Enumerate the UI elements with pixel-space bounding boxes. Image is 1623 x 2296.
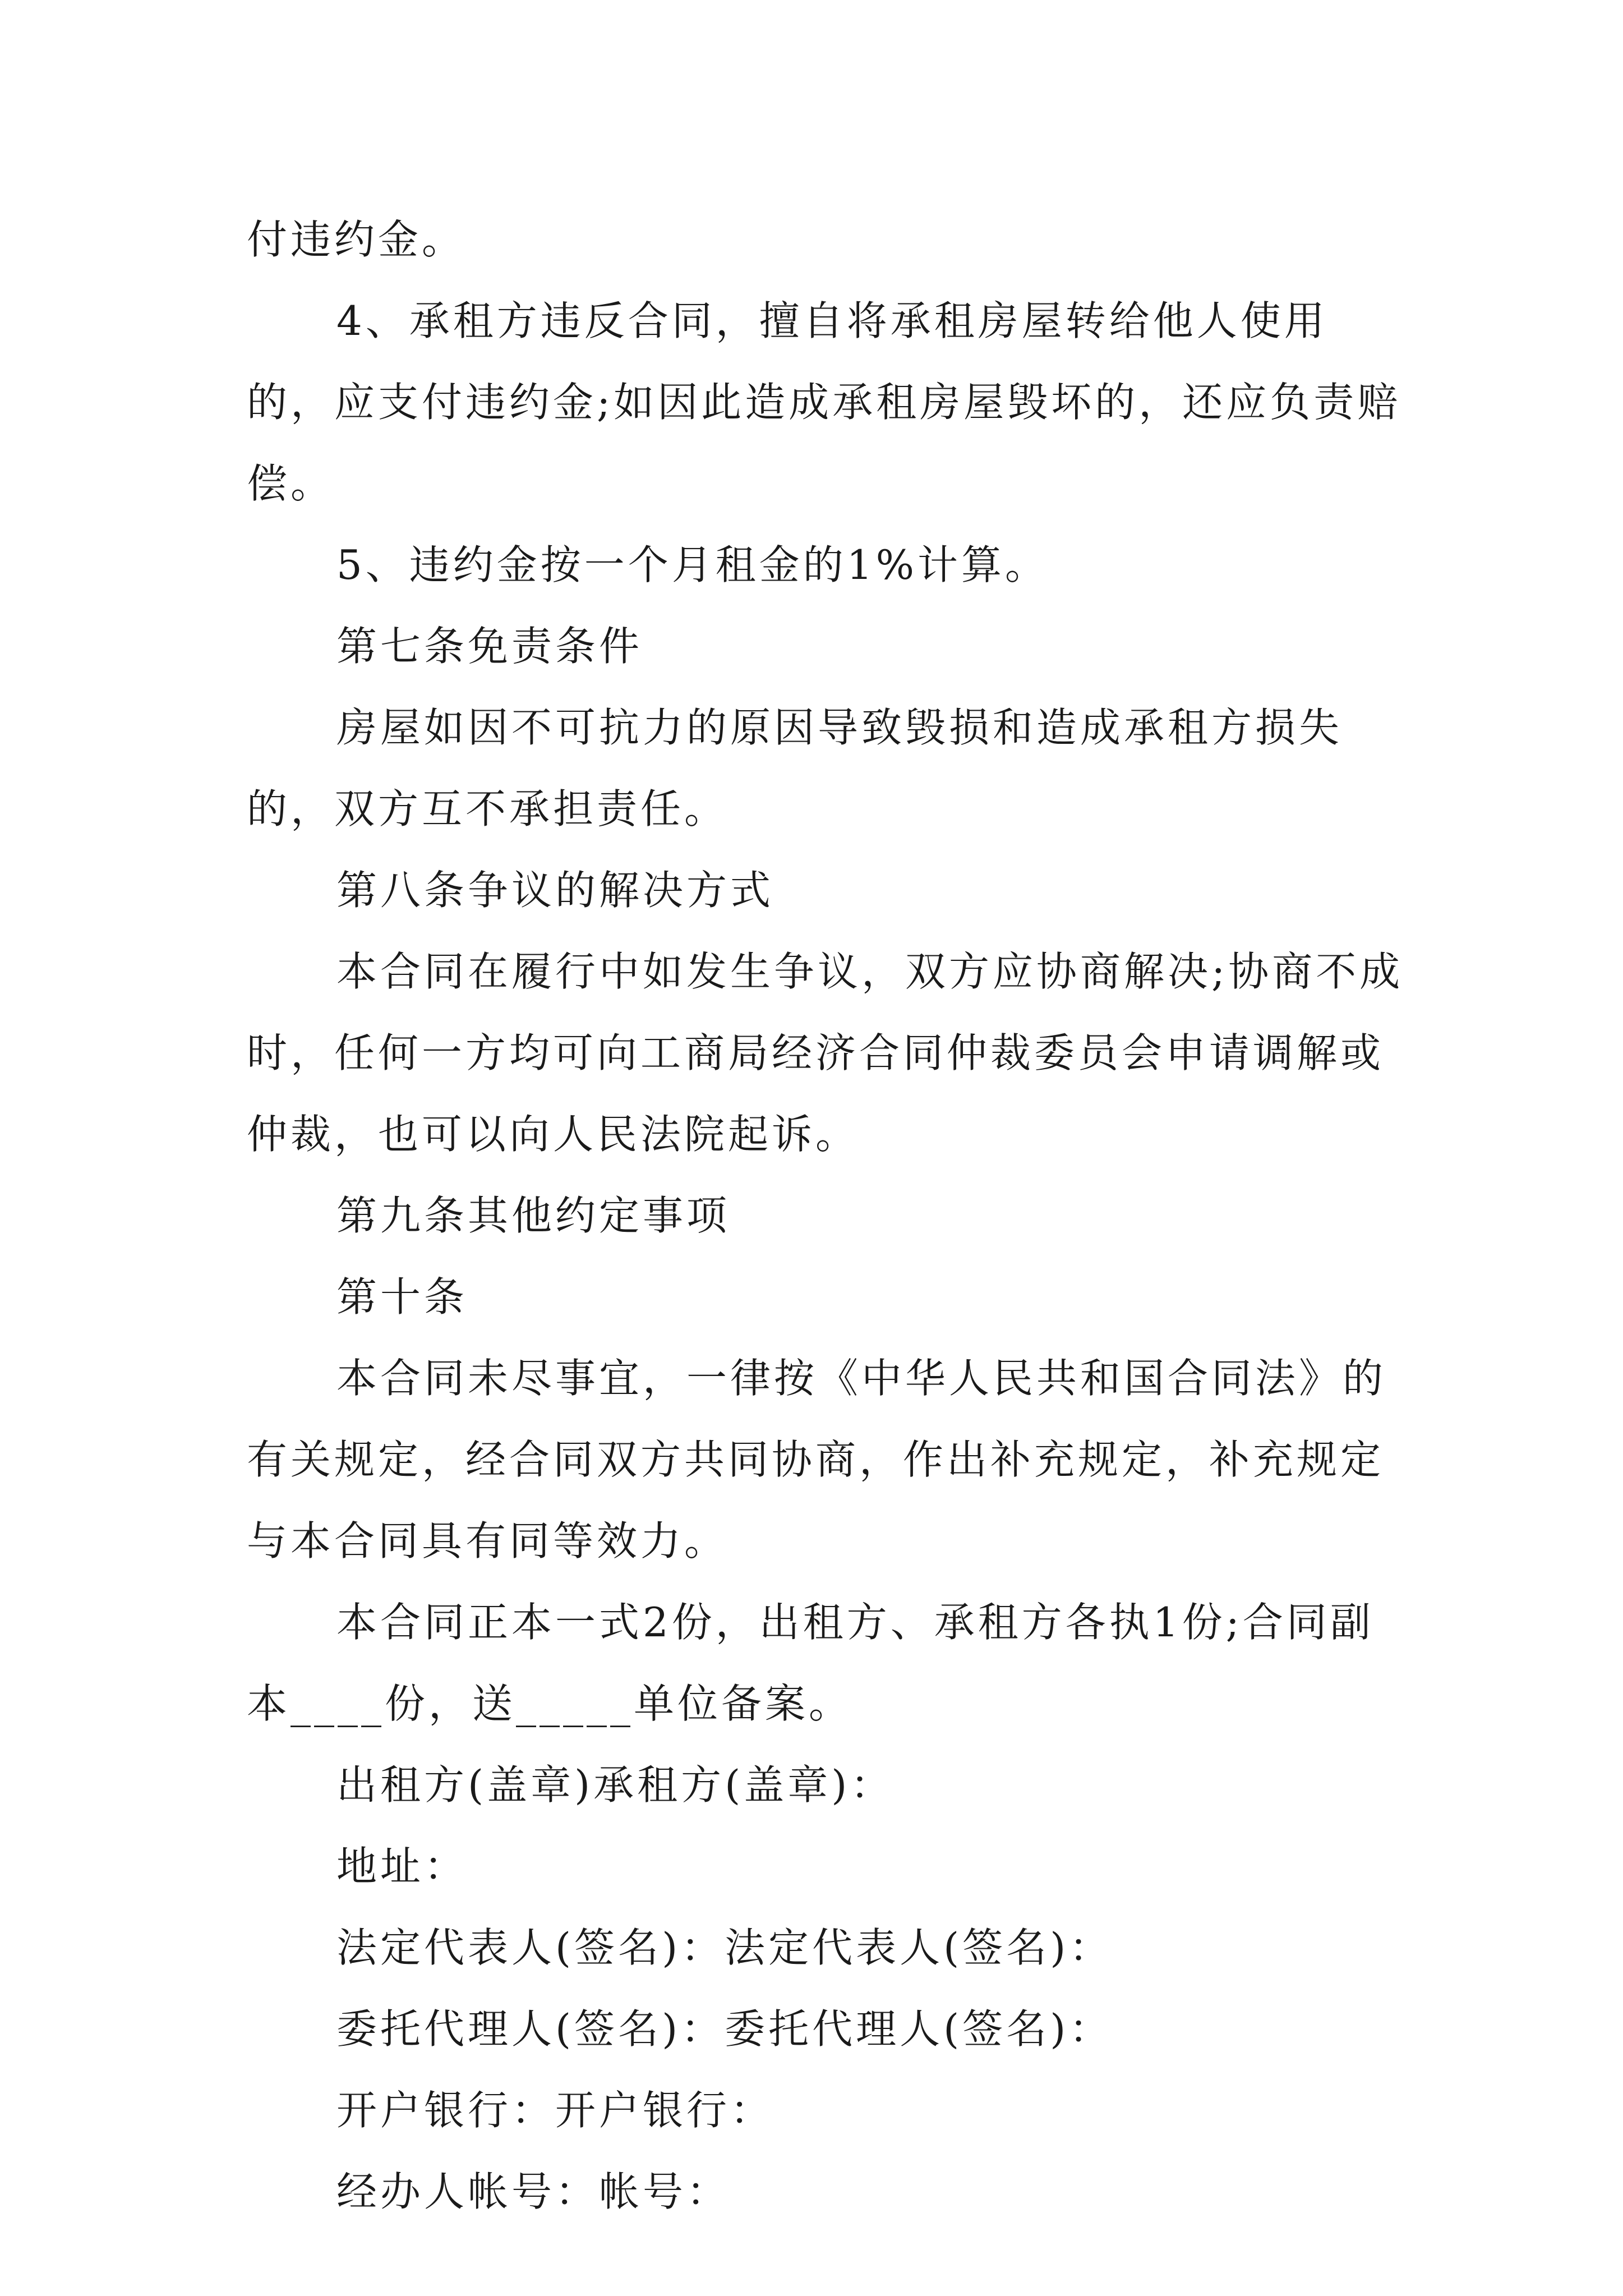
paragraph: 付违约金。: [247, 216, 466, 263]
paragraph: 本合同在履行中如发生争议，双方应协商解决;协商不成时，任何一方均可向工商局经济合同仲裁委员会申请调解或仲裁，也可以向人民法院起诉。: [247, 948, 1404, 1158]
paragraph: 房屋如因不可抗力的原因导致毁损和造成承租方损失的，双方互不承担责任。: [247, 704, 1343, 832]
document-body: [247, 199, 1413, 2233]
signature-line: 地址：: [336, 1843, 468, 1890]
paragraph: 本合同未尽事宜，一律按《中华人民共和国合同法》的有关规定，经合同双方共同协商，作出补充规定，补充规定与本合同具有同等效力。: [247, 1355, 1387, 1565]
paragraph: 5、违约金按一个月租金的1%计算。: [336, 541, 1049, 588]
signature-line: 法定代表人(签名)：法定代表人(签名)：: [336, 1924, 1113, 1971]
signature-line: 经办人帐号：帐号：: [336, 2168, 731, 2215]
signature-line: 委托代理人(签名)：委托代理人(签名)：: [336, 2005, 1113, 2053]
section-heading: 第十条: [336, 1273, 468, 1320]
section-heading: 第九条其他约定事项: [336, 1192, 731, 1239]
section-heading: 第八条争议的解决方式: [336, 867, 774, 914]
section-heading: 第七条免责条件: [336, 623, 643, 670]
signature-line: 出租方(盖章)承租方(盖章)：: [336, 1761, 895, 1809]
paragraph: 本合同正本一式2份，出租方、承租方各执1份;合同副本____份，送_____单位备案。: [247, 1599, 1374, 1727]
paragraph: 4、承租方违反合同，擅自将承租房屋转给他人使用的，应支付违约金;如因此造成承租房屋毁坏的，还应负责赔偿。: [247, 297, 1401, 507]
signature-line: 开户银行：开户银行：: [336, 2087, 774, 2134]
